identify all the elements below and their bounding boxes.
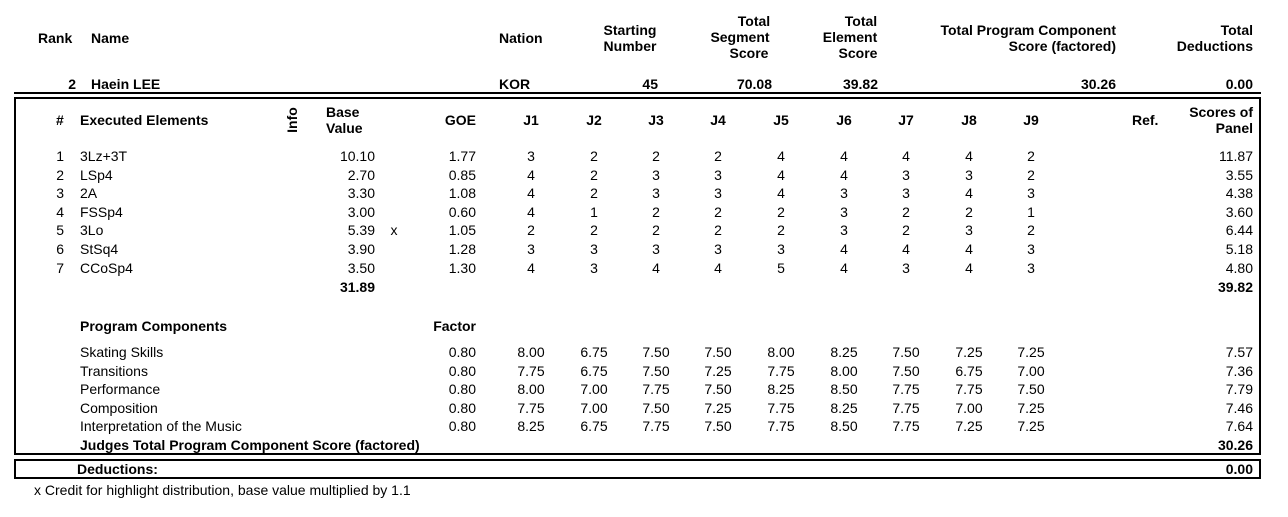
- nation-label: Nation: [499, 30, 543, 46]
- judge-header-6: J6: [836, 112, 852, 128]
- component-judge-3: 7.50: [642, 362, 670, 379]
- judge-header-1: J1: [523, 112, 539, 128]
- element-judge-7: 3: [902, 259, 910, 276]
- deductions-box: [14, 459, 1261, 479]
- element-judge-4: 3: [714, 185, 722, 202]
- judge-header-2: J2: [586, 112, 602, 128]
- element-name: LSp4: [80, 166, 113, 183]
- component-judge-5: 8.25: [767, 381, 795, 398]
- element-judge-5: 4: [777, 185, 785, 202]
- component-judge-5: 7.75: [767, 418, 795, 435]
- element-judge-7: 2: [902, 222, 910, 239]
- element-base-value: 3.00: [347, 203, 375, 220]
- element-judge-4: 4: [714, 259, 722, 276]
- component-judge-8: 7.25: [955, 418, 983, 435]
- total-pcs-value: 30.26: [1080, 76, 1116, 92]
- component-factor: 0.80: [448, 362, 476, 379]
- component-judge-9: 7.25: [1017, 399, 1045, 416]
- element-judge-2: 2: [590, 185, 598, 202]
- skater-name: Haein LEE: [91, 76, 161, 92]
- element-num: 3: [56, 185, 64, 202]
- element-judge-8: 4: [965, 259, 973, 276]
- component-panel-score: 7.79: [1225, 381, 1253, 398]
- info-label: Info: [284, 107, 300, 133]
- component-judge-4: 7.25: [704, 362, 732, 379]
- total-element-score: 39.82: [842, 76, 878, 92]
- pc-title: Program Components: [80, 318, 228, 334]
- element-judge-5: 4: [777, 166, 785, 183]
- element-name: FSSp4: [80, 203, 123, 220]
- total-segment-label: Total Segment Score: [710, 13, 771, 61]
- element-judge-1: 4: [527, 185, 535, 202]
- component-panel-score: 7.57: [1225, 344, 1253, 360]
- starting-number-label: Starting Number: [603, 22, 657, 54]
- component-name: Skating Skills: [80, 344, 164, 360]
- element-judge-9: 1: [1027, 203, 1035, 220]
- element-judge-4: 3: [714, 166, 722, 183]
- component-judge-9: 7.50: [1017, 381, 1045, 398]
- element-name: 3Lz+3T: [80, 148, 128, 164]
- element-judge-5: 4: [777, 148, 785, 164]
- component-judge-1: 8.00: [517, 381, 545, 398]
- name-label: Name: [91, 30, 130, 46]
- element-judge-1: 4: [527, 166, 535, 183]
- element-base-value: 5.39: [347, 222, 375, 239]
- ref-label: Ref.: [1132, 112, 1159, 128]
- component-judge-5: 7.75: [767, 362, 795, 379]
- component-judge-1: 7.75: [517, 362, 545, 379]
- elements-panel-total: 39.82: [1217, 279, 1253, 295]
- element-judge-6: 4: [840, 259, 848, 276]
- element-judge-9: 2: [1027, 166, 1035, 183]
- element-judge-3: 4: [652, 259, 660, 276]
- element-goe: 0.85: [448, 166, 476, 183]
- element-judge-8: 4: [965, 148, 973, 164]
- component-judge-7: 7.50: [892, 362, 920, 379]
- component-judge-3: 7.50: [642, 399, 670, 416]
- element-judge-2: 3: [590, 241, 598, 257]
- component-judge-9: 7.25: [1017, 344, 1045, 360]
- element-judge-4: 2: [714, 203, 722, 220]
- element-panel-score: 5.18: [1225, 241, 1253, 257]
- element-judge-9: 3: [1027, 185, 1035, 202]
- element-judge-1: 2: [527, 222, 535, 239]
- element-goe: 1.30: [448, 259, 476, 276]
- goe-label: GOE: [444, 112, 476, 128]
- component-judge-8: 6.75: [955, 362, 983, 379]
- element-judge-7: 4: [902, 148, 910, 164]
- starting-number-value: 45: [642, 76, 658, 92]
- total-segment-score: 70.08: [736, 76, 772, 92]
- judge-header-4: J4: [710, 112, 726, 128]
- nation-value: KOR: [499, 76, 531, 92]
- component-judge-4: 7.50: [704, 381, 732, 398]
- element-judge-3: 3: [652, 166, 660, 183]
- element-info: x: [390, 222, 398, 239]
- elements-num-label: #: [56, 112, 64, 128]
- total-deductions-label: Total Deductions: [1176, 22, 1253, 54]
- element-num: 5: [56, 222, 64, 239]
- element-judge-5: 2: [777, 222, 785, 239]
- component-judge-4: 7.50: [704, 344, 732, 360]
- deductions-label: Deductions:: [77, 461, 158, 477]
- component-panel-score: 7.46: [1225, 399, 1253, 416]
- rank-value: 2: [68, 76, 76, 92]
- element-judge-6: 3: [840, 203, 848, 220]
- component-judge-9: 7.00: [1017, 362, 1045, 379]
- component-judge-6: 8.50: [830, 418, 858, 435]
- element-judge-2: 2: [590, 148, 598, 164]
- component-judge-6: 8.25: [830, 399, 858, 416]
- component-factor: 0.80: [448, 344, 476, 360]
- element-name: 3Lo: [80, 222, 104, 239]
- component-name: Interpretation of the Music: [80, 418, 242, 435]
- component-judge-3: 7.50: [642, 344, 670, 360]
- element-judge-8: 4: [965, 185, 973, 202]
- element-num: 4: [56, 203, 64, 220]
- element-panel-score: 4.80: [1225, 259, 1253, 276]
- element-num: 7: [56, 259, 64, 276]
- element-judge-2: 2: [590, 166, 598, 183]
- component-judge-4: 7.25: [704, 399, 732, 416]
- component-judge-2: 7.00: [580, 399, 608, 416]
- element-judge-8: 3: [965, 222, 973, 239]
- element-judge-3: 2: [652, 222, 660, 239]
- total-deductions-value: 0.00: [1225, 76, 1253, 92]
- element-goe: 1.28: [448, 241, 476, 257]
- element-judge-7: 3: [902, 185, 910, 202]
- elements-base-total: 31.89: [339, 279, 375, 295]
- element-judge-5: 2: [777, 203, 785, 220]
- element-judge-4: 2: [714, 148, 722, 164]
- element-judge-9: 3: [1027, 259, 1035, 276]
- component-judge-8: 7.75: [955, 381, 983, 398]
- element-judge-9: 3: [1027, 241, 1035, 257]
- total-element-label: Total Element Score: [822, 13, 878, 61]
- component-judge-7: 7.50: [892, 344, 920, 360]
- element-goe: 1.08: [448, 185, 476, 202]
- pc-total-value: 30.26: [1217, 437, 1253, 453]
- component-judge-2: 6.75: [580, 362, 608, 379]
- component-judge-7: 7.75: [892, 418, 920, 435]
- element-judge-2: 3: [590, 259, 598, 276]
- component-judge-6: 8.25: [830, 344, 858, 360]
- element-judge-2: 1: [590, 203, 598, 220]
- component-judge-2: 6.75: [580, 344, 608, 360]
- element-judge-2: 2: [590, 222, 598, 239]
- component-factor: 0.80: [448, 399, 476, 416]
- element-num: 6: [56, 241, 64, 257]
- footnote: x Credit for highlight distribution, base value multiplied by 1.1: [34, 482, 411, 498]
- element-judge-8: 4: [965, 241, 973, 257]
- executed-elements-label: Executed Elements: [80, 112, 209, 128]
- component-judge-1: 7.75: [517, 399, 545, 416]
- element-judge-6: 4: [840, 241, 848, 257]
- total-pcs-label: Total Program Component Score (factored): [940, 22, 1116, 54]
- element-judge-6: 3: [840, 222, 848, 239]
- element-judge-7: 3: [902, 166, 910, 183]
- element-name: StSq4: [80, 241, 119, 257]
- component-judge-3: 7.75: [642, 418, 670, 435]
- element-judge-9: 2: [1027, 222, 1035, 239]
- factor-label: Factor: [433, 318, 476, 334]
- element-judge-7: 4: [902, 241, 910, 257]
- element-judge-7: 2: [902, 203, 910, 220]
- element-judge-8: 2: [965, 203, 973, 220]
- element-panel-score: 11.87: [1219, 148, 1253, 164]
- element-num: 2: [56, 166, 64, 183]
- component-judge-1: 8.00: [517, 344, 545, 360]
- component-factor: 0.80: [448, 381, 476, 398]
- component-judge-2: 7.00: [580, 381, 608, 398]
- element-judge-4: 3: [714, 241, 722, 257]
- element-base-value: 3.50: [347, 259, 375, 276]
- component-judge-6: 8.00: [830, 362, 858, 379]
- component-judge-3: 7.75: [642, 381, 670, 398]
- element-judge-3: 2: [652, 203, 660, 220]
- element-panel-score: 3.60: [1225, 203, 1253, 220]
- deductions-value: 0.00: [1225, 461, 1253, 477]
- judge-header-3: J3: [648, 112, 664, 128]
- panel-label: Scores of Panel: [1189, 104, 1253, 136]
- component-name: Composition: [80, 399, 158, 416]
- element-judge-1: 4: [527, 259, 535, 276]
- judge-header-8: J8: [961, 112, 977, 128]
- element-name: 2A: [80, 185, 98, 202]
- component-judge-8: 7.25: [955, 344, 983, 360]
- judge-header-5: J5: [773, 112, 789, 128]
- element-base-value: 3.30: [347, 185, 375, 202]
- component-judge-1: 8.25: [517, 418, 545, 435]
- pc-total-label: Judges Total Program Component Score (factored): [80, 437, 420, 453]
- element-goe: 1.77: [448, 148, 476, 164]
- component-name: Performance: [80, 381, 161, 398]
- element-goe: 1.05: [448, 222, 476, 239]
- element-judge-1: 3: [527, 241, 535, 257]
- component-judge-9: 7.25: [1017, 418, 1045, 435]
- header-divider: [14, 92, 1261, 94]
- component-factor: 0.80: [448, 418, 476, 435]
- component-panel-score: 7.64: [1225, 418, 1253, 435]
- element-panel-score: 4.38: [1225, 185, 1253, 202]
- element-judge-6: 4: [840, 166, 848, 183]
- element-judge-4: 2: [714, 222, 722, 239]
- component-judge-7: 7.75: [892, 399, 920, 416]
- rank-label: Rank: [38, 30, 73, 46]
- element-judge-5: 3: [777, 241, 785, 257]
- element-judge-1: 4: [527, 203, 535, 220]
- component-judge-5: 8.00: [767, 344, 795, 360]
- component-judge-6: 8.50: [830, 381, 858, 398]
- component-judge-2: 6.75: [580, 418, 608, 435]
- component-judge-8: 7.00: [955, 399, 983, 416]
- element-judge-3: 3: [652, 185, 660, 202]
- element-goe: 0.60: [448, 203, 476, 220]
- element-judge-9: 2: [1027, 148, 1035, 164]
- element-judge-6: 3: [840, 185, 848, 202]
- judge-header-7: J7: [898, 112, 914, 128]
- element-judge-3: 2: [652, 148, 660, 164]
- component-panel-score: 7.36: [1225, 362, 1253, 379]
- base-value-label: Base Value: [326, 104, 363, 136]
- element-base-value: 10.10: [339, 148, 375, 164]
- element-judge-8: 3: [965, 166, 973, 183]
- element-judge-5: 5: [777, 259, 785, 276]
- element-base-value: 2.70: [347, 166, 375, 183]
- component-judge-5: 7.75: [767, 399, 795, 416]
- component-judge-4: 7.50: [704, 418, 732, 435]
- element-judge-1: 3: [527, 148, 535, 164]
- element-name: CCoSp4: [80, 259, 133, 276]
- element-judge-3: 3: [652, 241, 660, 257]
- element-num: 1: [56, 148, 64, 164]
- component-name: Transitions: [80, 362, 148, 379]
- element-panel-score: 6.44: [1225, 222, 1253, 239]
- element-base-value: 3.90: [347, 241, 375, 257]
- judge-header-9: J9: [1023, 112, 1039, 128]
- component-judge-7: 7.75: [892, 381, 920, 398]
- element-panel-score: 3.55: [1225, 166, 1253, 183]
- element-judge-6: 4: [840, 148, 848, 164]
